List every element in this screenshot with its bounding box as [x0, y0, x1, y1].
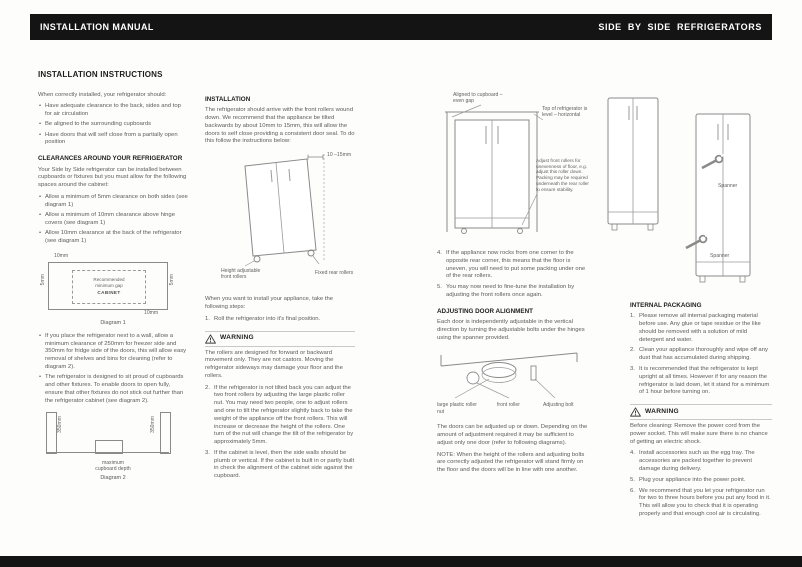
diagram1-left-gap-label: 5mm: [40, 273, 46, 285]
installation-step-list: [205, 316, 355, 324]
packaging-step-list-2: [630, 450, 772, 518]
list-item: • Have doors that will self close from a partially open position: [38, 132, 188, 148]
list-item: • Have adequate clearance to the back, sides and top for air circulation: [38, 103, 188, 119]
instructions-bullet-list: [38, 103, 188, 147]
step-text: It is recommended that the refrigerator is kept upright at all times. However if for any reason the refrigerator is laid down, let it stand for a minimum of 1 hour before turning on.: [639, 365, 770, 396]
footer-bar: [0, 556, 802, 567]
warning-title: WARNING: [645, 407, 679, 415]
step-text: Roll the refrigerator into it's final position.: [214, 315, 321, 322]
roller-nut-label: large plastic roller nut: [437, 402, 477, 415]
installation-step-list: [205, 385, 355, 481]
step-text: Plug your appliance into the power point.: [639, 476, 746, 483]
step-text: If the cabinet is level, then the side walls should be plumb or vertical. If the cabinet is built in or partly built in check the alignment of the cabinet side against the cupboard.: [214, 449, 355, 480]
step-item: [630, 488, 772, 519]
list-item: • Allow a minimum of 5mm clearance on both sides (see diagram 1): [38, 194, 188, 210]
step-text: If the appliance now rocks from one corner to the opposite rear corner, this means that the floor is uneven, you will need to put some packing under one of the rear rollers.: [446, 250, 586, 280]
warning-text: The rollers are designed for forward or backward movement only. They are not castors. Moving the refrigerator sideways may damage your floor and the rollers.: [205, 349, 343, 379]
section-heading-installation: INSTALLATION: [205, 96, 251, 103]
diagram1-right-gap-label: 5mm: [169, 273, 175, 285]
step-number: 3.: [630, 365, 635, 372]
diagram2-left-cupboard: [46, 412, 57, 454]
header-bar: [30, 14, 772, 40]
column-instructions: [38, 70, 188, 488]
door-alignment-note: NOTE: When the height of the rollers and adjusting bolts are correctly adjusted the refrigerator will stand firmly on the floor and the doors will be in line with one another.: [437, 451, 585, 474]
wall-clearance-bullet-list: [38, 333, 188, 406]
step-text: Install accessories such as the egg tray. The accessories are packed together to prevent damage during delivery.: [639, 450, 755, 473]
step-item: [437, 284, 589, 300]
step-number: 3.: [205, 449, 210, 456]
diagram2-subcaption-line: maximum: [101, 460, 125, 467]
spanner-icon: [698, 154, 726, 172]
column-internal-packaging: [630, 302, 772, 523]
step-number: 1.: [630, 313, 635, 320]
diagram1-inner-text: minimum gap: [95, 283, 123, 289]
step-item: [630, 366, 772, 397]
hinge-roller-drawing: [437, 346, 587, 400]
clearances-bullet-list: [38, 194, 188, 246]
list-item: • Allow a minimum of 10mm clearance above hinge covers (see diagram 1): [38, 212, 188, 228]
door-alignment-paragraph: The doors can be adjusted up or down. Depending on the amount of adjustment required it may be sufficient to adjust only one door (refer to following diagrams).: [437, 424, 588, 446]
step-number: 1.: [205, 315, 210, 322]
tilted-fridge-drawing: [221, 150, 355, 268]
warning-icon: [630, 407, 641, 417]
section-heading-clearances: CLEARANCES AROUND YOUR REFRIGERATOR: [38, 155, 183, 163]
instructions-intro: When correctly installed, your refrigerator should:: [38, 91, 167, 98]
product-title: SIDE BY SIDE REFRIGERATORS: [598, 22, 762, 32]
step-item: [630, 347, 772, 363]
diagram2-left-dim-label: 350mm: [57, 416, 63, 434]
leveling-step-list: [437, 250, 589, 300]
step-number: 2.: [205, 384, 210, 391]
warning-title: WARNING: [220, 334, 254, 342]
spanner-label-1: Spanner: [718, 183, 738, 189]
diagram1-caption: Diagram 1: [100, 319, 126, 326]
diagram1-cabinet-label: CABINET: [97, 289, 121, 295]
warning-header: [630, 404, 772, 420]
step-text: You may now need to fine-tune the installation by adjusting the front rollers once again.: [446, 284, 575, 298]
section-heading-door-alignment: ADJUSTING DOOR ALIGNMENT: [437, 307, 533, 315]
step-item: [205, 385, 355, 447]
step-item: [630, 313, 772, 344]
aligned-gap-label: Aligned to cupboard – even gap: [453, 92, 503, 105]
step-number: 4.: [437, 250, 442, 256]
diagram1-top-gap-label: 10mm: [54, 252, 69, 259]
column-installation: [205, 96, 355, 485]
spanner-icon: [682, 234, 710, 252]
diagram-2-cupboard-depth-illustration: [40, 410, 186, 458]
fridge-perspective-2: [688, 108, 760, 294]
level-top-label: Top of refrigerator is level – horizontal: [542, 106, 588, 119]
step-text: Please remove all internal packaging material before use. Any glue or tape residue or the like should be removed with a solution of mild detergent and water.: [639, 313, 761, 343]
diagram2-subcaption-line: cupboard depth: [95, 466, 131, 473]
manual-title: INSTALLATION MANUAL: [40, 22, 154, 32]
adjusting-bolt-label: Adjusting bolt: [543, 402, 574, 409]
installation-paragraph: When you want to install your appliance, take the following steps:: [205, 296, 334, 310]
spanner-label-2: Spanner: [710, 253, 730, 259]
installation-paragraph: The refrigerator should arrive with the front rollers wound down. We recommend that the appliance be tilted backwards by about 10mm to 15mm, this will allow the doors to self close providing a consistent door seal. To do this follow the instructions below:: [205, 107, 355, 145]
step-item: [205, 450, 355, 481]
packaging-step-list: [630, 313, 772, 397]
section-heading-installation-instructions: INSTALLATION INSTRUCTIONS: [38, 70, 163, 79]
rear-rollers-label: Fixed rear rollers: [315, 270, 354, 277]
diagram2-caption: Diagram 2: [100, 474, 126, 481]
diagram2-right-dim-label: 350mm: [150, 416, 156, 434]
tilted-fridge-illustration: [221, 150, 355, 290]
diagram1-inner-text: Recommended: [93, 277, 125, 283]
warning-icon: [205, 334, 216, 344]
aligned-fridge-illustration: [437, 92, 589, 244]
list-item: • If you place the refrigerator next to a wall, allow a minimum clearance of 250mm for freezer side and 350mm for fridge side of the doors, this will allow easy removal of shelves and bins for cleaning (refer to diagram 2).: [38, 333, 188, 372]
step-text: Clean your appliance thoroughly and wipe off any dust that has accumulated during shipping.: [639, 347, 768, 362]
step-item: [630, 450, 772, 473]
fridge-perspective-1: [602, 94, 666, 240]
step-number: 5.: [630, 476, 635, 483]
warning-text: Before cleaning: Remove the power cord from the power socket. This will make sure there is no chance of getting an electric shock.: [630, 423, 768, 445]
tilt-gap-label: 10 –15mm: [327, 152, 352, 159]
front-rollers-label: Height adjustable front rollers: [221, 268, 261, 281]
step-item: [630, 477, 772, 485]
diagram1-back-gap-label: 10mm: [144, 309, 159, 316]
step-text: We recommend that you let your refrigerator run for two to three hours before you put any food in it. This will allow you to check that it is operating properly and that enough cool air is circulating.: [639, 487, 771, 517]
step-number: 4.: [630, 450, 635, 457]
list-item: • Be aligned to the surrounding cupboards: [38, 121, 188, 129]
column-leveling: [437, 92, 589, 479]
spanner-figures: [602, 92, 772, 298]
clearances-intro: Your Side by Side refrigerator can be installed between cupboards or fixtures but you must allow for the following spaces around the cabinet:: [38, 166, 187, 189]
step-item: [205, 316, 355, 324]
step-number: 2.: [630, 347, 635, 354]
front-roller-label: front roller: [497, 402, 520, 409]
diagram-1-clearance-illustration: [40, 252, 186, 318]
door-alignment-paragraph: Each door is independently adjustable in the vertical direction by turning the adjustable bolts under the hinges using the spanner provided.: [437, 318, 585, 341]
diagram2-right-cupboard: [160, 412, 171, 454]
step-number: 5.: [437, 284, 442, 291]
diagram1-cabinet-box: [72, 270, 146, 304]
adjust-roller-label: Adjust front rollers for unevenness of floor, e.g. adjust this roller down. Packing may be required underneath the rear roller to ensure stability.: [536, 158, 589, 192]
list-item: • The refrigerator is designed to sit proud of cupboards and other fixtures. To enable doors to open fully, ensure that other fixtures do not stick out further than the refrigerator cabinet (see diagram 2).: [38, 374, 188, 405]
section-heading-internal-packaging: INTERNAL PACKAGING: [630, 302, 702, 309]
step-number: 6.: [630, 487, 635, 494]
diagram2-subcaption: [38, 460, 188, 472]
step-item: [437, 250, 589, 281]
step-text: If the refrigerator is not tilted back you can adjust the two front rollers by adjusting the large plastic roller nut. You may need two people, one to adjust rollers and one to tilt the refrigerator slightly back to take the weight of the appliance off the front rollers. This will increase or decrease the height of the rollers. One turn of the nut will change the tilt of the refrigerator by approximately 5mm.: [214, 384, 354, 446]
hinge-roller-illustration: [437, 346, 589, 420]
list-item: • Allow 10mm clearance at the back of the refrigerator (see diagram 1): [38, 230, 188, 246]
diagram2-center-box: [95, 440, 123, 454]
warning-header: [205, 331, 355, 347]
